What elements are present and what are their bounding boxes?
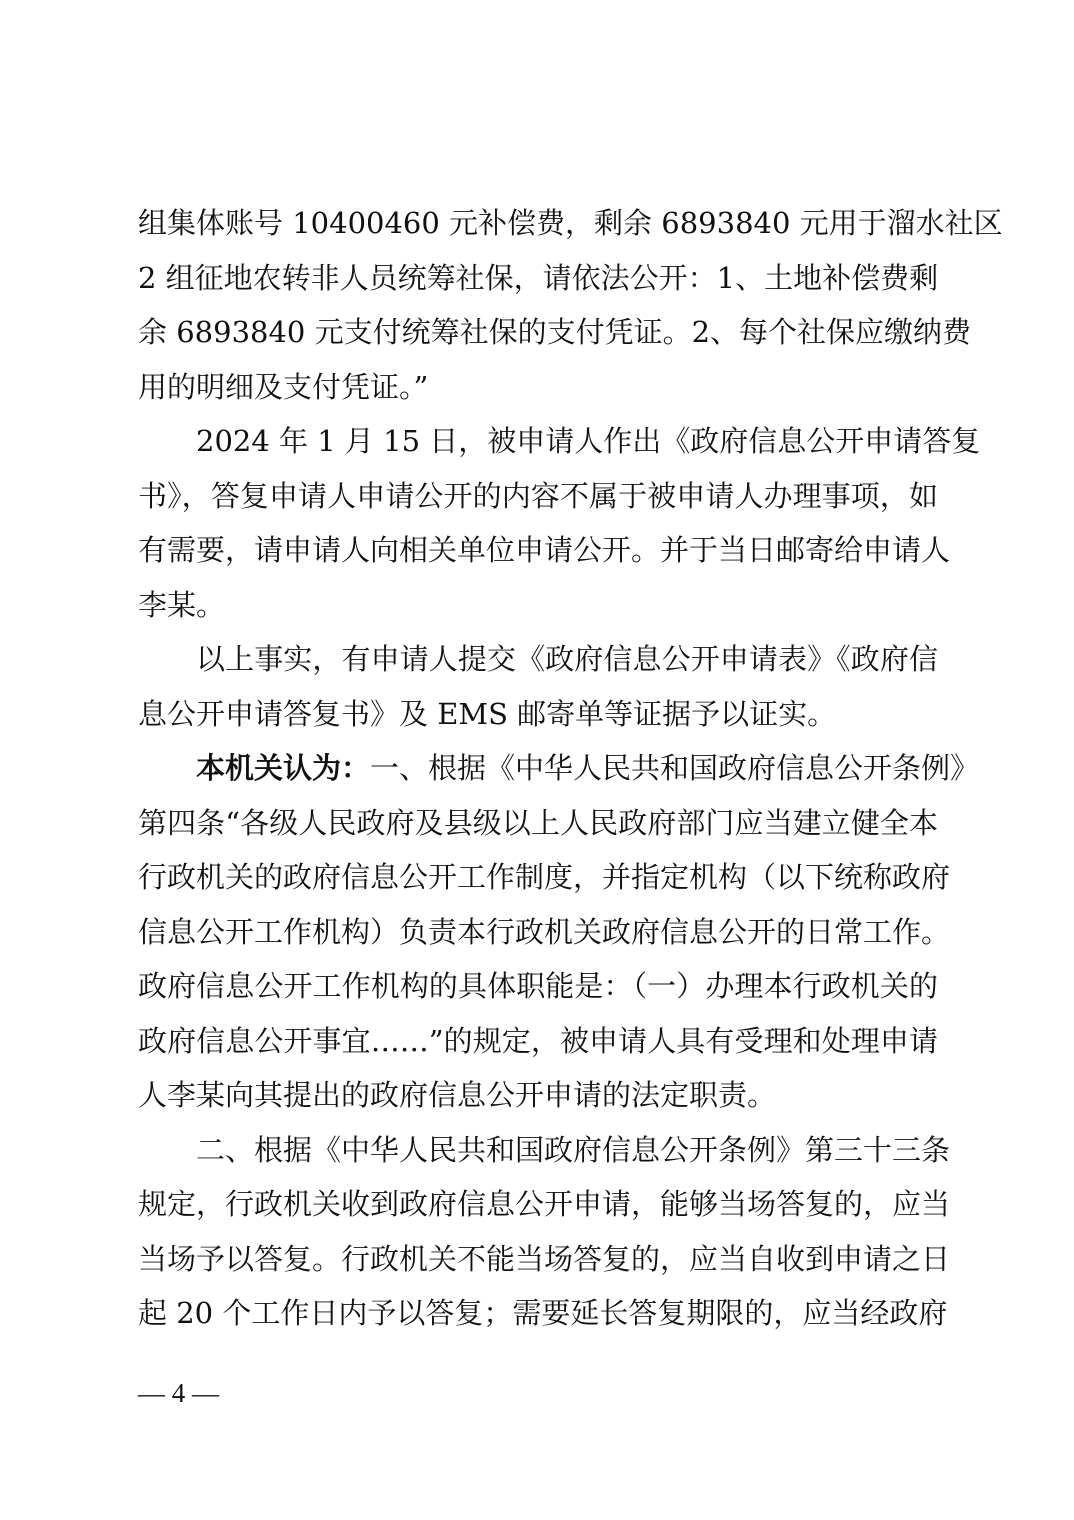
text-line: 当场予以答复。行政机关不能当场答复的，应当自收到申请之日 xyxy=(138,1241,951,1276)
paragraph-opinion xyxy=(138,741,980,1123)
text-line: 政府信息公开事宜……”的规定，被申请人具有受理和处理申请 xyxy=(138,1023,938,1058)
paragraph-request-content xyxy=(138,196,1003,414)
text-line: 2 组征地农转非人员统筹社保，请依法公开：1、土地补偿费剩 xyxy=(138,260,939,295)
paragraph-article-33 xyxy=(138,1123,951,1341)
text-line: 用的明细及支付凭证。” xyxy=(138,369,429,404)
text-line: 李某。 xyxy=(138,587,226,622)
page-number: — 4 — xyxy=(138,1378,219,1408)
text-line: 余 6893840 元支付统筹社保的支付凭证。2、每个社保应缴纳费 xyxy=(138,315,972,349)
text-line: 信息公开工作机构）负责本行政机关政府信息公开的日常工作。 xyxy=(138,914,951,949)
text-line: 人李某向其提出的政府信息公开申请的法定职责。 xyxy=(138,1078,777,1112)
text-line: 组集体账号 10400460 元补偿费，剩余 6893840 元用于溜水社区 xyxy=(138,206,1003,240)
text-line: 二、根据《中华人民共和国政府信息公开条例》第三十三条 xyxy=(196,1132,951,1167)
opinion-lead-bold: 本机关认为： xyxy=(196,751,371,785)
text-line: 有需要，请申请人向相关单位申请公开。并于当日邮寄给申请人 xyxy=(138,533,951,567)
text-line: 政府信息公开工作机构的具体职能是：（一）办理本行政机关的 xyxy=(138,969,938,1003)
text-line: 以上事实，有申请人提交《政府信息公开申请表》《政府信 xyxy=(196,642,938,676)
paragraph-reply xyxy=(138,414,981,632)
text-line: 起 20 个工作日内予以答复；需要延长答复期限的，应当经政府 xyxy=(138,1296,948,1330)
text-segment: 一、根据《中华人民共和国政府信息公开条例》 xyxy=(370,751,980,785)
text-line: 行政机关的政府信息公开工作制度，并指定机构（以下统称政府 xyxy=(138,860,951,894)
document-body xyxy=(138,196,1003,1341)
text-line: 2024 年 1 月 15 日，被申请人作出《政府信息公开申请答复 xyxy=(196,424,981,458)
paragraph-evidence xyxy=(138,632,938,741)
text-line: 第四条“各级人民政府及县级以上人民政府部门应当建立健全本 xyxy=(138,805,938,840)
text-line: 书》，答复申请人申请公开的内容不属于被申请人办理事项，如 xyxy=(138,478,938,513)
text-line: 息公开申请答复书》及 EMS 邮寄单等证据予以证实。 xyxy=(138,696,837,731)
text-line xyxy=(138,741,980,796)
text-line: 规定，行政机关收到政府信息公开申请，能够当场答复的，应当 xyxy=(138,1187,951,1221)
